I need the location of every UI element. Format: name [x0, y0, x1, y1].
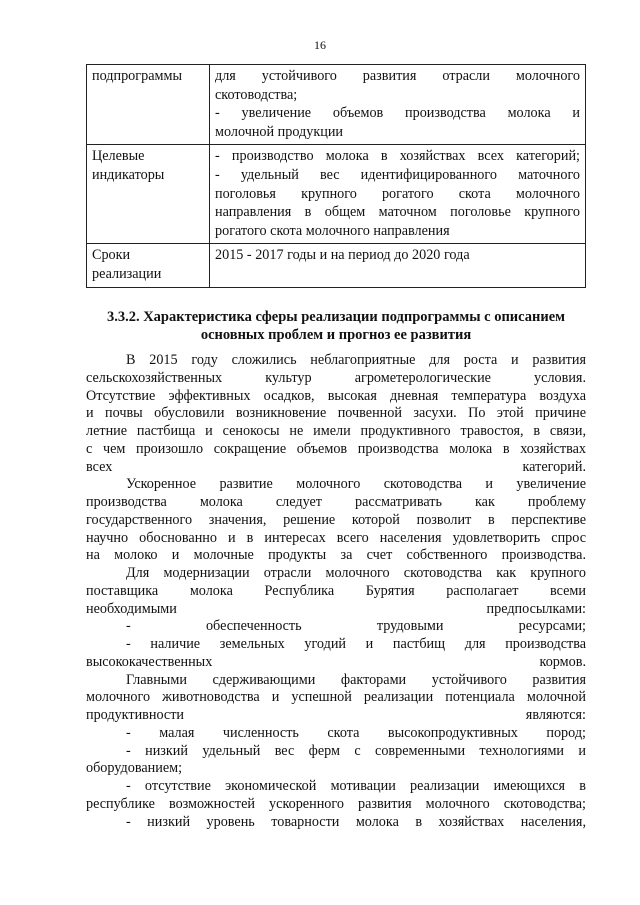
text-line: - производство молока в хозяйствах всех категорий; — [215, 148, 580, 165]
paragraph — [86, 352, 586, 476]
text-line: всех категорий. — [86, 458, 586, 475]
text-line: молочного животноводства и успешной реализации потенциала молочной — [86, 689, 586, 706]
table-value-cell — [210, 145, 586, 244]
text-line: поставщика молока Республика Бурятия располагает всеми — [86, 582, 586, 599]
heading-line: основных проблем и прогноз ее развития — [200, 327, 472, 343]
text-line: Отсутствие эффективных осадков, высокая дневная температура воздуха — [86, 387, 586, 404]
row-label: подпрограммы — [92, 68, 182, 84]
paragraph — [86, 565, 586, 618]
paragraph — [86, 476, 586, 565]
table-value-cell — [210, 244, 586, 287]
text-line: продуктивности являются: — [86, 707, 586, 723]
text-line: государственного значения, решение которой позволит в перспективе — [86, 511, 586, 528]
text-line: научно обоснованно и в интересах всего населения удовлетворить спрос — [86, 529, 586, 546]
text-line: летние пастбища и сенокосы не имели продуктивного травостоя, в связи, — [86, 423, 586, 439]
text-line: В 2015 году сложились неблагоприятные для роста и развития — [126, 352, 586, 368]
row-label: реализации — [92, 265, 162, 282]
paragraph — [86, 725, 586, 743]
text-line: - низкий уровень товарности молока в хозяйствах населения, — [126, 813, 586, 830]
body-text — [86, 352, 586, 831]
paragraph — [86, 636, 586, 672]
table-row — [87, 244, 586, 287]
paragraph — [86, 778, 586, 814]
text-line: - малая численность скота высокопродуктивных пород; — [126, 724, 586, 741]
text-line: для устойчивого развития отрасли молочного — [215, 68, 580, 84]
text-line: сельскохозяйственных культур агрометерологические условия. — [86, 369, 586, 386]
table-label-cell — [87, 65, 210, 145]
text-line: с чем произошло сокращение объемов производства молока в хозяйствах — [86, 440, 586, 457]
text-line: необходимыми предпосылками: — [86, 600, 586, 617]
table-row — [87, 145, 586, 244]
text-line: Для модернизации отрасли молочного скотоводства как крупного — [126, 565, 586, 581]
table-row — [87, 65, 586, 145]
row-label: Целевые — [92, 148, 145, 165]
paragraph — [86, 618, 586, 636]
section-heading — [86, 308, 586, 344]
text-line: - удельный вес идентифицированного маточного — [215, 166, 580, 183]
passport-table — [86, 64, 586, 288]
text-line: на молоко и молочные продукты за счет собственного производства. — [86, 547, 586, 564]
text-line: - наличие земельных угодий и пастбищ для производства — [126, 636, 586, 652]
text-line: - обеспеченность трудовыми ресурсами; — [126, 618, 586, 635]
text-line: рогатого скота молочного направления — [215, 222, 450, 239]
heading-line: 3.3.2. Характеристика сферы реализации подпрограммы с описанием — [106, 309, 566, 325]
text-line: оборудованием; — [86, 760, 183, 777]
text-line: и почвы обусловили возникновение почвенной засухи. По этой причине — [86, 405, 586, 422]
table-label-cell — [87, 145, 210, 244]
text-line: Главными сдерживающими факторами устойчивого развития — [126, 671, 586, 688]
paragraph — [86, 743, 586, 779]
text-line: молочной продукции — [215, 123, 344, 140]
text-line: направления в общем маточном поголовье крупного — [215, 204, 580, 221]
row-label: индикаторы — [92, 166, 165, 183]
text-line: - отсутствие экономической мотивации реализации имеющихся в — [126, 778, 586, 794]
text-line: Ускоренное развитие молочного скотоводства и увеличение — [126, 476, 586, 493]
text-line: - низкий удельный вес ферм с современными технологиями и — [126, 742, 586, 759]
paragraph — [86, 672, 586, 725]
row-label: Сроки — [92, 247, 131, 264]
text-line: высококачественных кормов. — [86, 653, 586, 670]
text-line: поголовья крупного рогатого скота молочного — [215, 185, 580, 202]
table-value-cell — [210, 65, 586, 145]
text-line: производства молока следует рассматривать как проблему — [86, 494, 586, 510]
text-line: скотоводства; — [215, 86, 298, 103]
table-label-cell — [87, 244, 210, 287]
text-line: республике возможностей ускоренного развития молочного скотоводства; — [86, 795, 586, 812]
page-number: 16 — [314, 38, 326, 52]
text-line: - увеличение объемов производства молока и — [215, 105, 580, 122]
paragraph — [86, 814, 586, 832]
text-line: 2015 - 2017 годы и на период до 2020 года — [215, 247, 470, 264]
